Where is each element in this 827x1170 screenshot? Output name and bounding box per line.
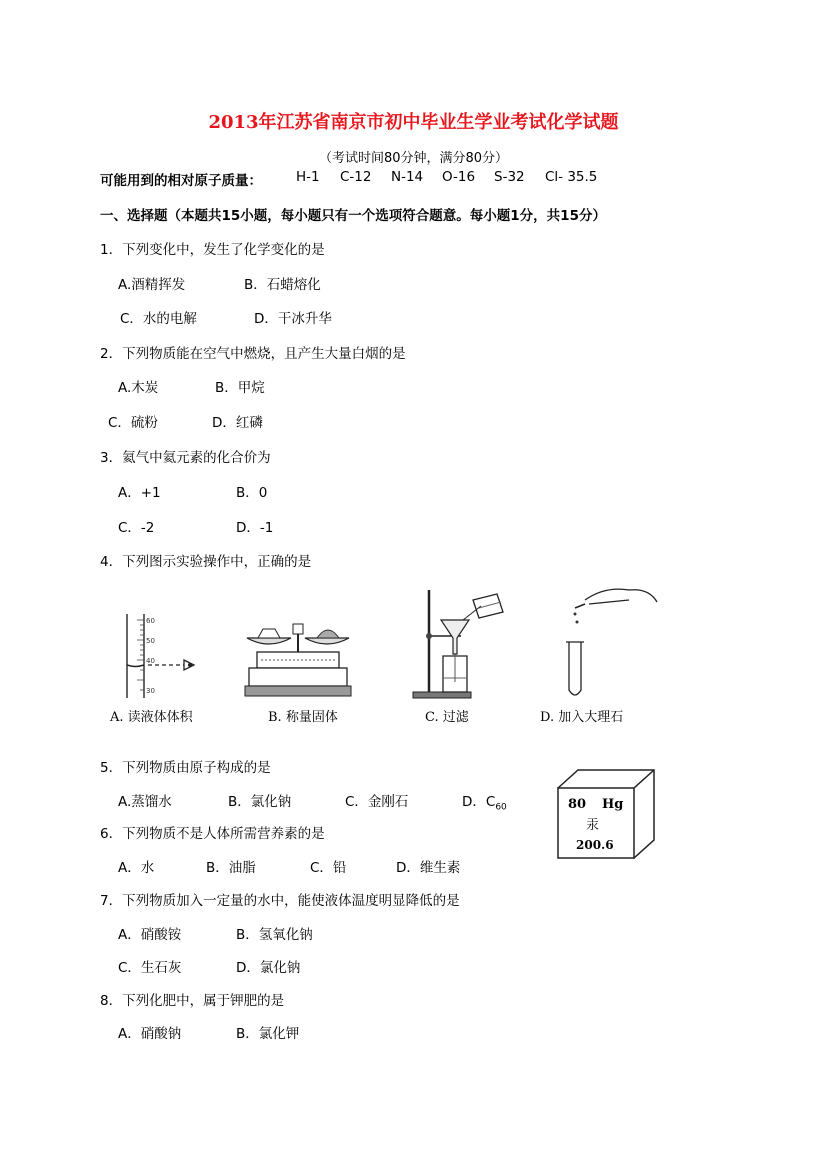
atomic-mass-c: C-12 — [340, 169, 372, 185]
cylinder-tick-50: 50 — [146, 637, 155, 645]
atomic-mass-cl: Cl- 35.5 — [545, 169, 598, 185]
q7-option-a: A．硝酸铵 — [118, 927, 182, 943]
q8-option-b: B．氯化钾 — [236, 1026, 300, 1042]
q2-option-b: B．甲烷 — [215, 380, 265, 396]
caption-b: B. 称量固体 — [268, 710, 338, 725]
q5-option-c: C．金刚石 — [345, 794, 409, 810]
q6-option-d: D．维生素 — [396, 860, 461, 876]
c60-subscript: 60 — [495, 802, 507, 813]
atomic-mass-label: 可能用到的相对原子质量： — [100, 173, 262, 189]
q3-option-d: D．-1 — [236, 520, 274, 536]
q1-option-d: D．干冰升华 — [254, 311, 332, 327]
caption-d: D. 加入大理石 — [540, 710, 624, 725]
question-1: 1．下列变化中，发生了化学变化的是 — [100, 242, 325, 258]
q3-option-a: A．+1 — [118, 485, 161, 501]
atomic-mass-o: O-16 — [442, 169, 476, 185]
page-title: 2013年江苏省南京市初中毕业生学业考试化学试题 — [208, 112, 619, 133]
q7-option-b: B．氢氧化钠 — [236, 927, 313, 943]
figure-d-marble — [545, 582, 660, 702]
cylinder-tick-60: 60 — [146, 617, 155, 625]
question-7: 7．下列物质加入一定量的水中，能使液体温度明显降低的是 — [100, 893, 460, 909]
q5-option-a: A.蒸馏水 — [118, 794, 172, 810]
q1-option-c: C．水的电解 — [120, 311, 197, 327]
atomic-mass-n: N-14 — [391, 169, 424, 185]
question-3: 3．氦气中氦元素的化合价为 — [100, 450, 271, 466]
q5-option-b: B．氯化钠 — [228, 794, 292, 810]
q1-option-a: A.酒精挥发 — [118, 277, 186, 293]
q6-option-c: C．铅 — [310, 860, 347, 876]
element-name: 汞 — [586, 818, 600, 833]
q6-option-a: A．水 — [118, 860, 155, 876]
caption-c: C. 过滤 — [425, 710, 469, 725]
element-number: 80 — [568, 797, 587, 812]
figure-b-balance — [243, 616, 353, 702]
q6-option-b: B．油脂 — [206, 860, 256, 876]
q1-option-b: B．石蜡熔化 — [244, 277, 321, 293]
figure-c-filtration — [405, 586, 510, 702]
caption-a: A. 读液体体积 — [110, 710, 193, 725]
q7-option-d: D．氯化钠 — [236, 960, 301, 976]
cylinder-tick-40: 40 — [146, 657, 155, 665]
q3-option-c: C．-2 — [118, 520, 155, 536]
question-4: 4．下列图示实验操作中，正确的是 — [100, 554, 312, 570]
cylinder-tick-30: 30 — [146, 687, 155, 695]
question-6: 6．下列物质不是人体所需营养素的是 — [100, 826, 325, 842]
atomic-mass-s: S-32 — [494, 169, 525, 185]
exam-info: （考试时间80分钟，满分80分） — [318, 151, 509, 166]
q2-option-a: A.木炭 — [118, 380, 159, 396]
q2-option-c: C．硫粉 — [108, 415, 158, 431]
question-5: 5．下列物质由原子构成的是 — [100, 760, 271, 776]
section-heading: 一、选择题（本题共15小题，每小题只有一个选项符合题意。每小题1分，共15分） — [100, 208, 606, 224]
q7-option-c: C．生石灰 — [118, 960, 182, 976]
question-8: 8．下列化肥中，属于钾肥的是 — [100, 993, 285, 1009]
q5-option-d: D．$C_{60}$ — [462, 794, 507, 813]
element-box-cube — [556, 768, 658, 862]
element-symbol: Hg — [602, 797, 624, 812]
element-mass: 200.6 — [576, 838, 614, 852]
question-2: 2．下列物质能在空气中燃烧，且产生大量白烟的是 — [100, 346, 406, 362]
q8-option-a: A．硝酸钠 — [118, 1026, 182, 1042]
q3-option-b: B．0 — [236, 485, 268, 501]
figure-a-cylinder-reading — [110, 612, 210, 702]
q2-option-d: D．红磷 — [212, 415, 263, 431]
atomic-mass-h: H-1 — [296, 169, 320, 185]
